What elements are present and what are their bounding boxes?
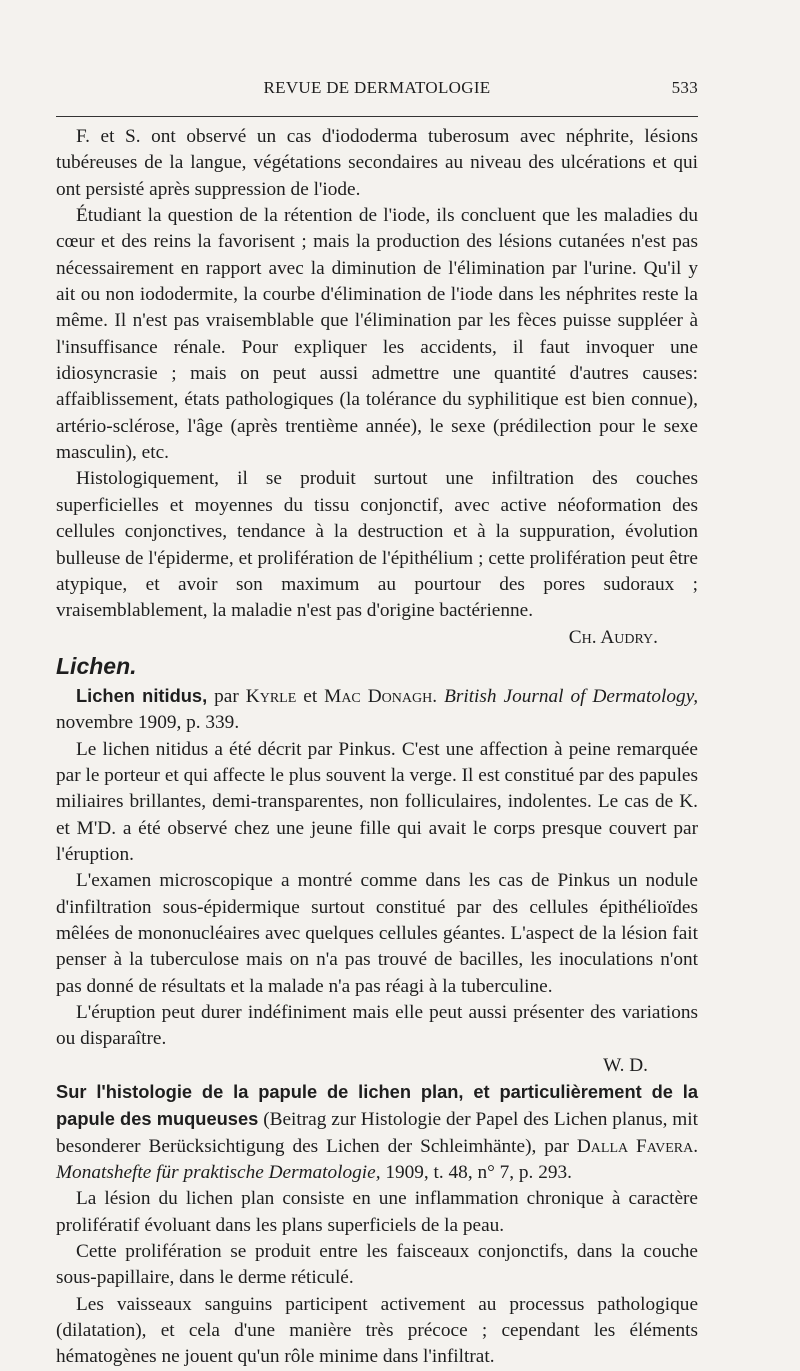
paragraph: L'examen microscopique a montré comme dans les cas de Pinkus un nodule d'infiltration sous-épidermique surtout constitué par des cellules épithélioïdes mêlées de mononucléaires avec quelques cellules géantes. L'aspect de la lésion fait penser à la tuberculose mais on n'a pas trouvé de bacilles, les inoculations n'ont pas donné de résultats et la malade n'a pas réagi à la tuberculine. xyxy=(56,870,698,997)
ref-text: novembre 1909, p. 339. xyxy=(56,712,240,734)
article-title: Lichen nitidus, xyxy=(76,684,208,706)
paragraph: Les vaisseaux sanguins participent activement au processus pathologique (dilatation), et cela d'une manière très précoce ; cependant les éléments hématogènes ne jouent qu'un rôle minime dans l'infiltrat. xyxy=(56,1293,698,1368)
article-reference xyxy=(56,683,698,737)
journal-title: REVUE DE DERMATOLOGIE xyxy=(263,78,491,97)
ref-text: par xyxy=(207,685,246,707)
signature: W. D. xyxy=(603,1054,648,1076)
running-header xyxy=(56,78,698,98)
ref-text: 1909, t. 48, n° 7, p. 293. xyxy=(380,1162,572,1184)
paragraph: La lésion du lichen plan consiste en une inflammation chronique à caractère prolifératif évoluant dans les plans superficiels de la peau. xyxy=(56,1188,698,1236)
header-rule xyxy=(56,116,698,117)
ref-text: et xyxy=(296,685,325,707)
article-title: Sur l'histologie de la papule de lichen plan, et particulièrement de la papule des muqueuses xyxy=(56,1081,698,1130)
signature: Ch. Audry. xyxy=(568,626,658,648)
paragraph: Histologiquement, il se produit surtout une infiltration des couches superficielles et moyennes du tissu conjonctif, avec active néoformation des cellules conjonctives, tendance à la destruction et à la suppuration, évolution bulleuse de l'épiderme, et prolifération de l'épithélium ; cette prolifération peut être atypique, et avoir son maximum au pourtour des pores sudoraux ; vraisemblablement, la maladie n'est pas d'origine bactérienne. xyxy=(56,468,698,622)
author: Mac Donagh. xyxy=(324,685,438,707)
paragraph: F. et S. ont observé un cas d'iododerma tuberosum avec néphrite, lésions tubéreuses de la langue, végétations secondaires au niveau des ulcérations et qui ont persisté après suppression de l'iode. xyxy=(56,126,698,200)
paragraph: Cette prolifération se produit entre les faisceaux conjonctifs, dans la couche sous-papillaire, dans le derme réticulé. xyxy=(56,1241,698,1289)
paragraph: Étudiant la question de la rétention de l'iode, ils concluent que les maladies du cœur et des reins la favorisent ; mais la production des lésions cutanées n'est pas nécessairement en rapport avec la diminution de l'élimination par l'urine. Qu'il y ait ou non iododermite, la courbe d'élimination de l'iode dans les néphrites reste la même. Il n'est pas vraisemblable que l'élimination par les fèces puisse suppléer à l'insuffisance rénale. Pour expliquer les accidents, il faut invoquer une idiosyncrasie ; mais on peut aussi admettre une quantité d'autres causes: affaiblissement, états pathologiques (la tolérance du syphilitique est bien connue), artério-sclérose, l'âge (après trentième année), le sexe (prédilection pour le sexe masculin), etc. xyxy=(56,205,698,464)
author: Kyrle xyxy=(245,685,297,707)
paragraph: Le lichen nitidus a été décrit par Pinkus. C'est une affection à peine remarquée par le porteur et qui affecte le plus souvent la verge. Il est constitué par des papules miliaires brillantes, demi-transparentes, non folliculaires, indolentes. Le cas de K. et M'D. a été observé chez une jeune fille qui avait le corps presque couvert par l'éruption. xyxy=(56,738,698,865)
author: Dalla Favera. xyxy=(576,1135,699,1157)
journal-name: Monatshefte für praktische Dermatologie, xyxy=(56,1162,381,1184)
section-heading: Lichen. xyxy=(56,652,137,679)
article-reference xyxy=(56,1079,698,1186)
page-number: 533 xyxy=(671,78,698,97)
ref-text: (Beitrag zur Histologie der Papel des Lichen planus, mit besonderer Berücksichtigung des Lichen der Schleimhänte), par xyxy=(56,1109,698,1157)
paragraph: L'éruption peut durer indéfiniment mais elle peut aussi présenter des variations ou disparaître. xyxy=(56,1002,698,1050)
page-body xyxy=(56,124,698,1371)
journal-name: British Journal of Dermatology, xyxy=(444,685,699,707)
